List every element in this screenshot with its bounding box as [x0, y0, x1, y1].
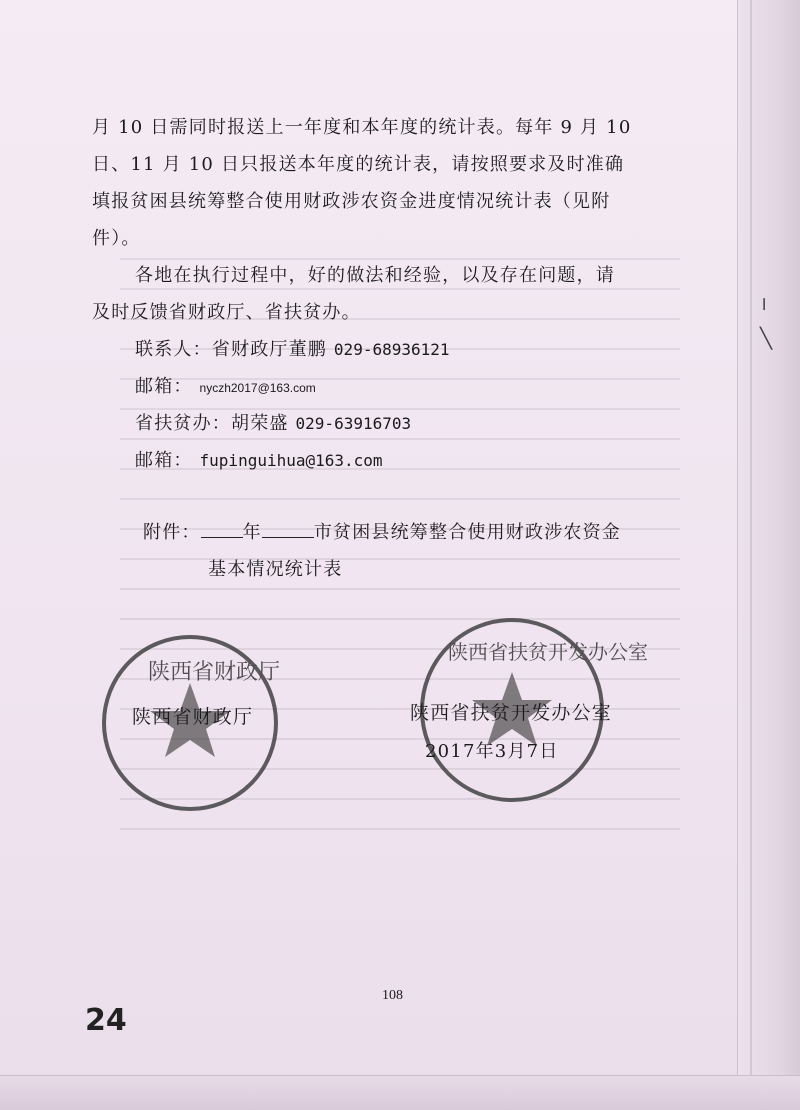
contact-poverty-email	[135, 446, 383, 472]
body-line: 日、11 月 10 日只报送本年度的统计表，请按照要求及时准确	[92, 154, 625, 175]
page-number: 108	[382, 988, 403, 1003]
seal-text: 陕西省财政厅	[148, 660, 281, 685]
contact-finance	[135, 335, 450, 361]
attachment-line	[143, 518, 621, 544]
contact-finance-label: 联系人：省财政厅董鹏	[135, 339, 327, 360]
blank-field	[201, 521, 243, 538]
page-edge-shadow	[750, 0, 752, 1075]
seal-text: 陕西省扶贫开发办公室	[448, 640, 648, 664]
contact-finance-email	[135, 372, 316, 398]
email-address: fupinguihua@163.com	[199, 451, 383, 470]
attachment-label: 附件：	[143, 522, 201, 543]
email-label: 邮箱：	[135, 450, 193, 471]
attachment-year: 年	[242, 522, 262, 543]
margin-mark: ╵	[758, 298, 771, 322]
blank-field	[262, 521, 314, 538]
body-line: 及时反馈省财政厅、省扶贫办。	[92, 302, 361, 323]
page-fold-bottom	[0, 1075, 800, 1110]
attachment-title-line2: 基本情况统计表	[208, 559, 343, 580]
email-address: nyczh2017@163.com	[199, 381, 316, 395]
body-line: 月 10 日需同时报送上一年度和本年度的统计表。每年 9 月 10	[92, 117, 632, 138]
body-line: 填报贫困县统筹整合使用财政涉农资金进度情况统计表（见附	[92, 191, 611, 212]
contact-finance-phone: 029-68936121	[333, 340, 450, 359]
signature-right-org: 陕西省扶贫开发办公室	[410, 702, 613, 724]
attachment-title: 市贫困县统筹整合使用财政涉农资金	[313, 522, 622, 543]
body-line: 件）。	[92, 228, 141, 249]
margin-mark: ╲	[760, 326, 773, 350]
contact-poverty	[135, 409, 411, 435]
signature-left-org: 陕西省财政厅	[132, 706, 254, 728]
signature-date: 2017年3月7日	[425, 741, 559, 762]
handwritten-number: 24	[85, 1003, 127, 1038]
email-label: 邮箱：	[135, 376, 193, 397]
contact-poverty-phone: 029-63916703	[295, 414, 412, 433]
body-line: 各地在执行过程中，好的做法和经验，以及存在问题，请	[135, 265, 615, 286]
contact-poverty-label: 省扶贫办：胡荣盛	[135, 413, 289, 434]
page-fold-right	[737, 0, 800, 1110]
